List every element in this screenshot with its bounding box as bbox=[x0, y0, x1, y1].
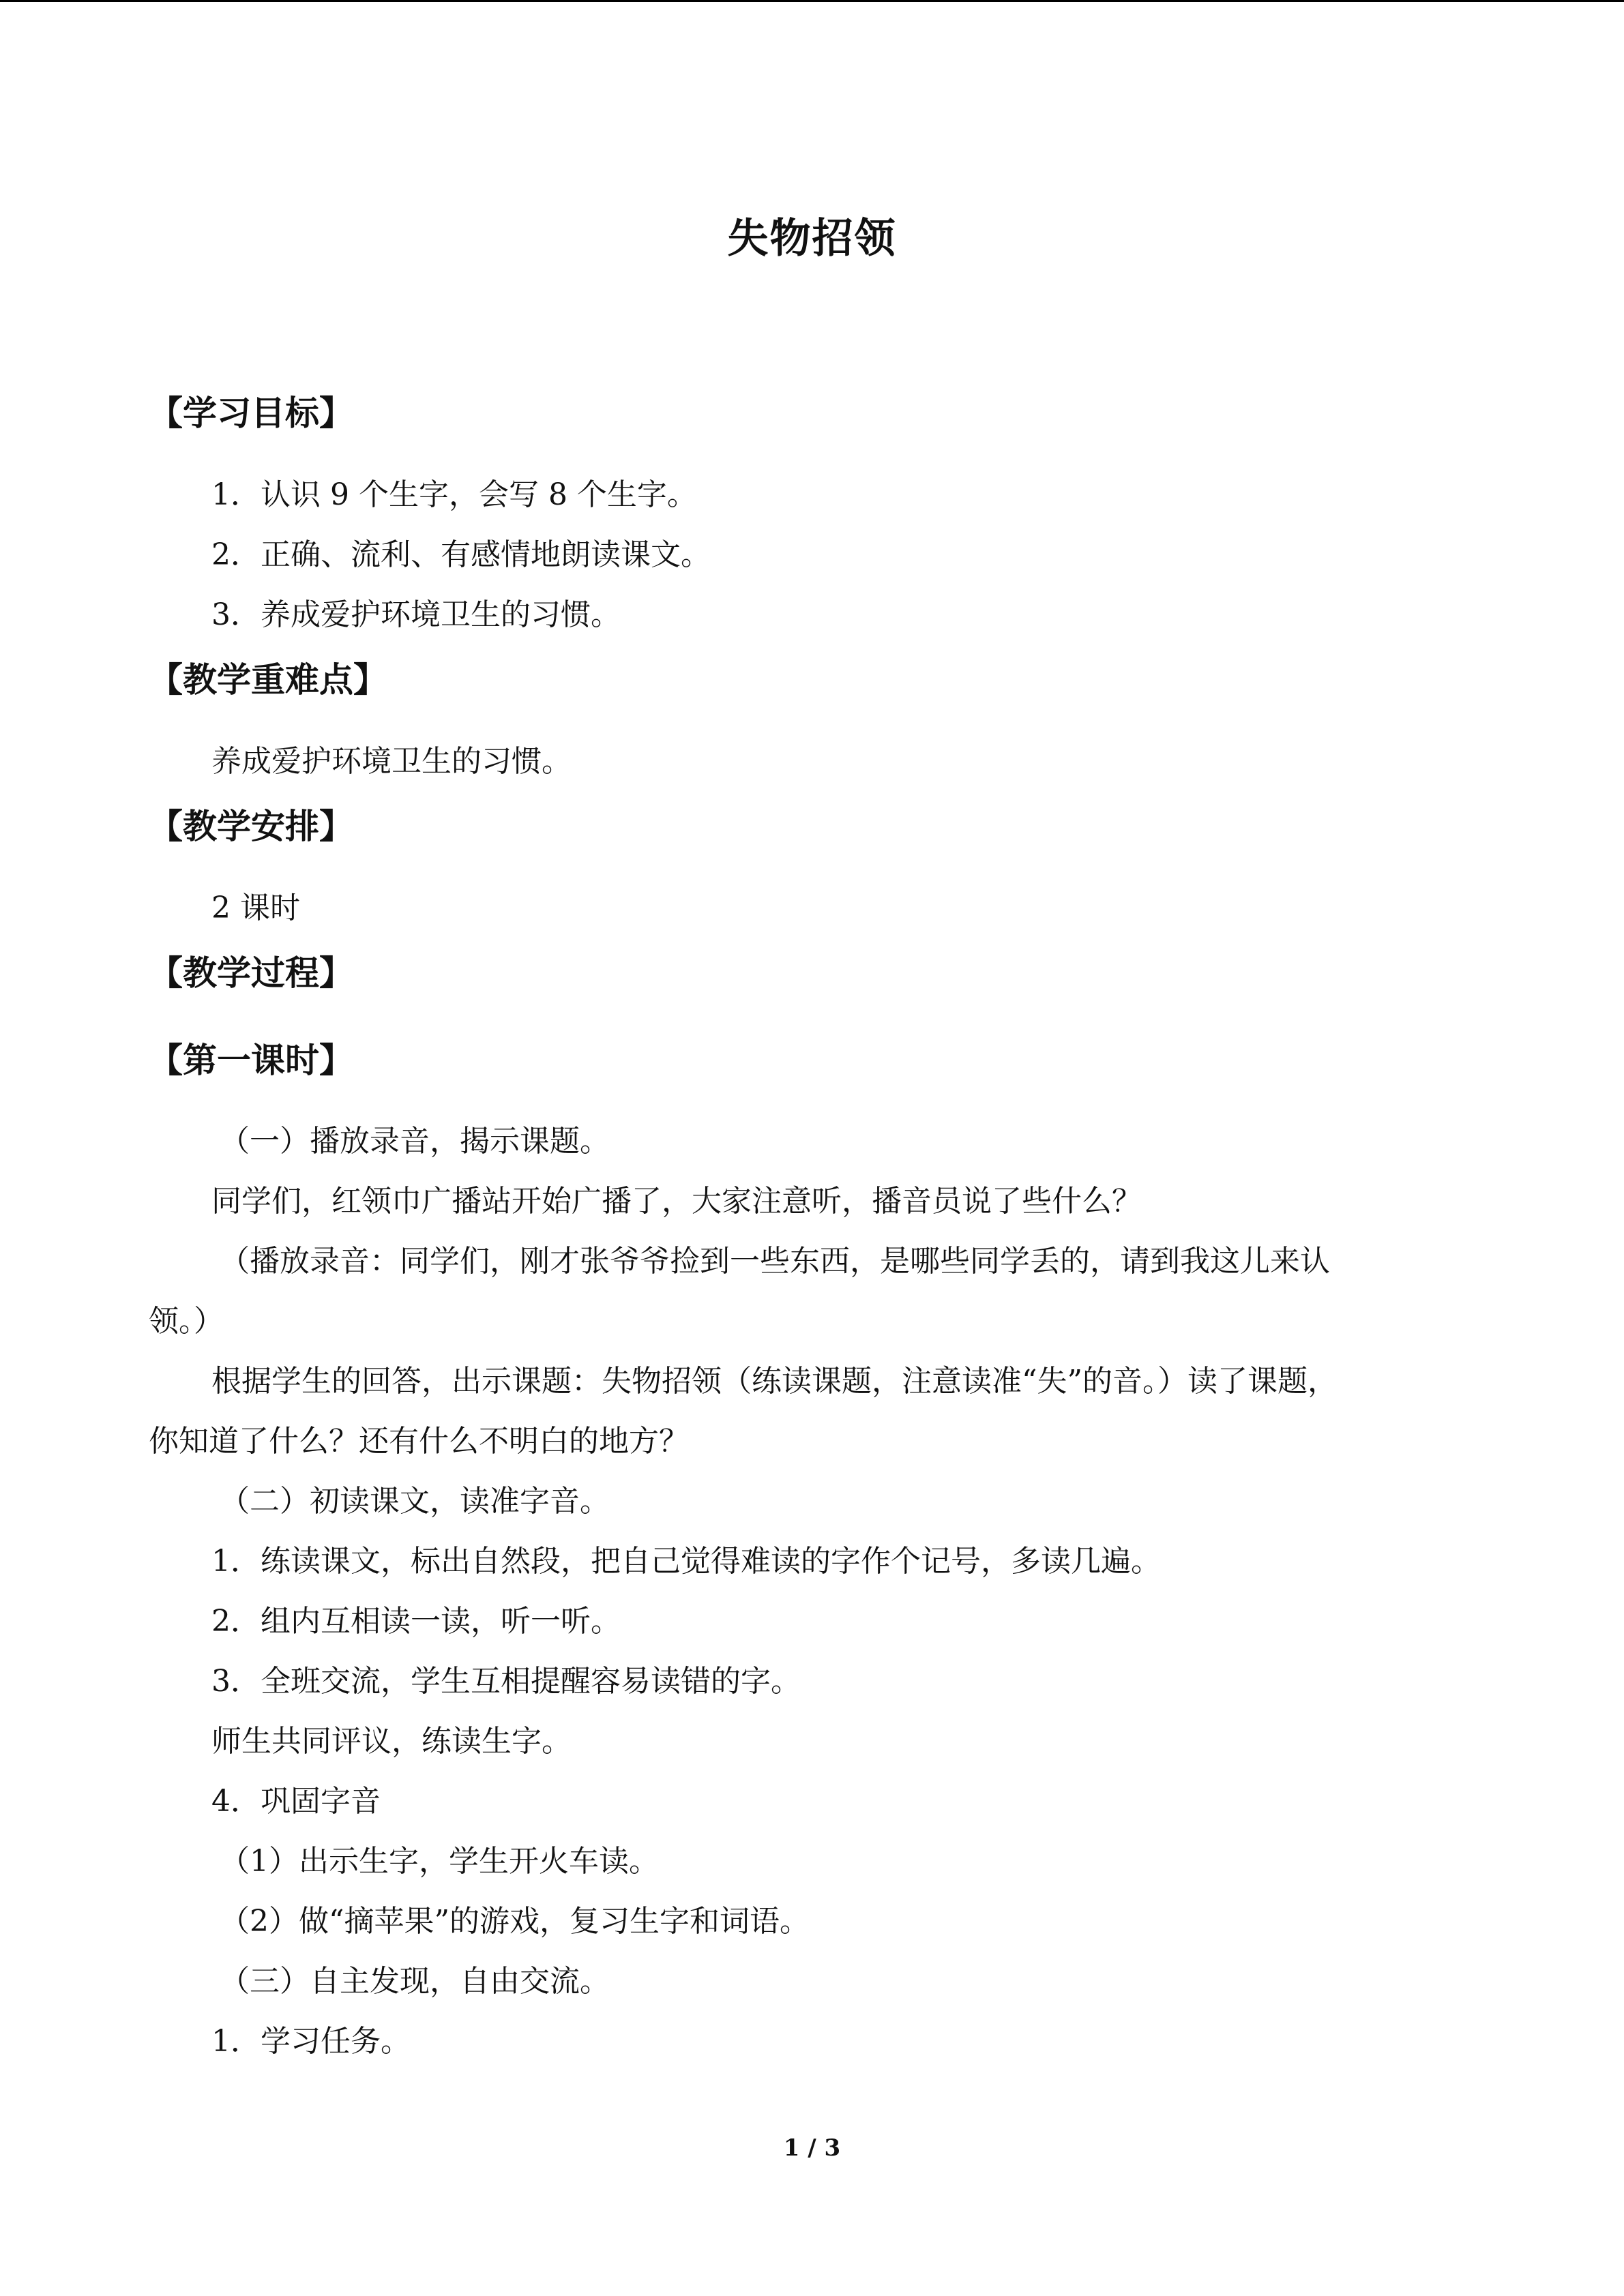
lesson-line: 领。） bbox=[149, 1304, 224, 1339]
heading-teaching-process: 【教学过程】 bbox=[149, 953, 353, 993]
page-number: 1 / 3 bbox=[783, 2134, 841, 2162]
lesson-line: 同学们，红领巾广播站开始广播了，大家注意听，播音员说了些什么？ bbox=[211, 1184, 1142, 1219]
lesson-line: 3．全班交流，学生互相提醒容易读错的字。 bbox=[211, 1664, 801, 1699]
heading-key-points: 【教学重难点】 bbox=[149, 659, 387, 700]
lesson-line: （三）自主发现，自由交流。 bbox=[220, 1964, 610, 1999]
lesson-line: （一）播放录音，揭示课题。 bbox=[220, 1124, 610, 1159]
lesson-line: （1）出示生字，学生开火车读。 bbox=[220, 1844, 659, 1879]
lesson-line: 1．练读课文，标出自然段，把自己觉得难读的字作个记号，多读几遍。 bbox=[211, 1544, 1161, 1579]
heading-schedule: 【教学安排】 bbox=[149, 806, 353, 846]
objective-item: 2．正确、流利、有感情地朗读课文。 bbox=[211, 537, 711, 572]
schedule-text: 2 课时 bbox=[211, 891, 300, 925]
lesson-line: （2）做“摘苹果”的游戏，复习生字和词语。 bbox=[220, 1904, 810, 1939]
lesson-line: 你知道了什么？还有什么不明白的地方？ bbox=[149, 1424, 689, 1459]
lesson-line: （二）初读课文，读准字音。 bbox=[220, 1484, 610, 1519]
lesson-line: 2．组内互相读一读，听一听。 bbox=[211, 1604, 621, 1639]
heading-learning-objectives: 【学习目标】 bbox=[149, 393, 353, 433]
objective-item: 1．认识 9 个生字，会写 8 个生字。 bbox=[211, 477, 697, 512]
lesson-line: 1．学习任务。 bbox=[211, 2024, 411, 2059]
top-border-line bbox=[0, 0, 1624, 2]
objective-item: 3．养成爱护环境卫生的习惯。 bbox=[211, 597, 621, 632]
key-points-text: 养成爱护环境卫生的习惯。 bbox=[211, 744, 572, 779]
document-title: 失物招领 bbox=[727, 215, 897, 263]
heading-first-lesson: 【第一课时】 bbox=[149, 1040, 353, 1080]
lesson-line: （播放录音：同学们，刚才张爷爷捡到一些东西，是哪些同学丢的，请到我这儿来认 bbox=[220, 1244, 1330, 1279]
lesson-line: 师生共同评议，练读生字。 bbox=[211, 1724, 572, 1759]
lesson-line: 根据学生的回答，出示课题：失物招领（练读课题，注意读准“失”的音。）读了课题， bbox=[211, 1364, 1338, 1399]
lesson-line: 4．巩固字音 bbox=[211, 1784, 381, 1819]
